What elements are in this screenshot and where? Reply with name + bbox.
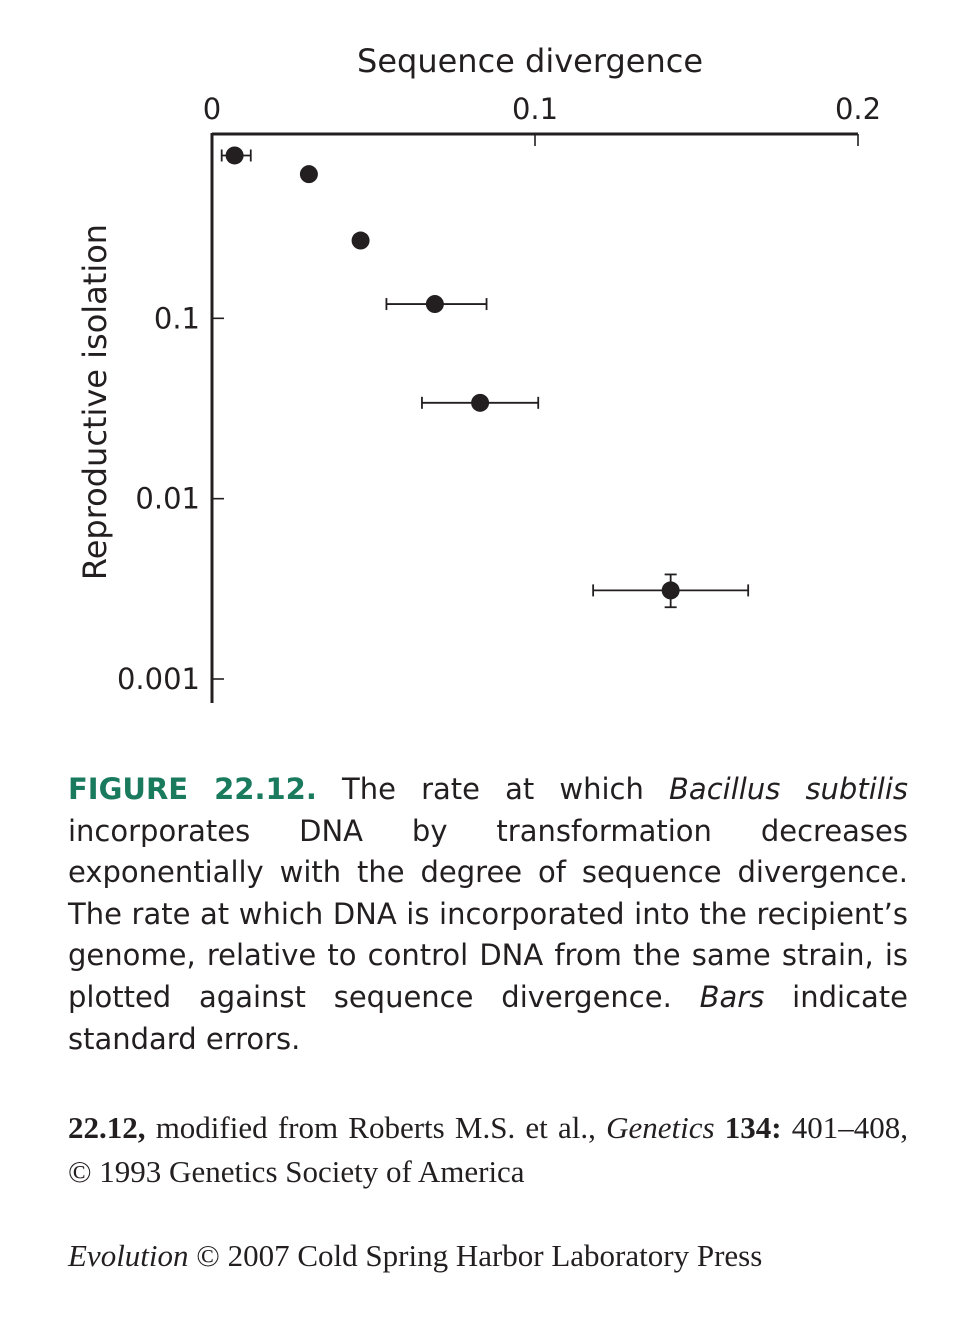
axes: [212, 133, 858, 703]
credit-figure-number: 22.12,: [68, 1110, 146, 1145]
caption-text-2: incorporates DNA by transformation decreases exponentially with the degree of sequence divergence. The rate at which DNA is incorporated into the recipient’s genome, relative to control DNA from the same strain, is plotted against sequence divergence.: [68, 813, 908, 1014]
data-point: [226, 146, 244, 164]
data-point: [662, 581, 680, 599]
figure-label: FIGURE 22.12.: [68, 772, 317, 806]
x-axis-title: Sequence divergence: [357, 42, 703, 80]
caption-italic-species: Bacillus subtilis: [669, 772, 908, 806]
credit-text-2: 401–408, © 1993 Genetics Society of America: [68, 1110, 909, 1189]
caption-italic-bars: Bars: [699, 979, 765, 1014]
data-points: [222, 146, 748, 607]
book-footer: [68, 1238, 762, 1274]
axis-ticks: [117, 92, 881, 696]
y-tick-label: 0.01: [135, 481, 200, 516]
credit-volume: 134:: [714, 1110, 782, 1145]
x-tick-label: 0.2: [834, 92, 882, 126]
x-tick-label: 0: [202, 92, 222, 126]
y-axis-title: Reproductive isolation: [76, 223, 114, 581]
footer-copyright: © 2007 Cold Spring Harbor Laboratory Press: [188, 1238, 763, 1273]
data-point: [352, 232, 370, 250]
data-point: [300, 165, 318, 183]
credit-journal: Genetics: [606, 1110, 715, 1145]
footer-book-title: Evolution: [68, 1238, 189, 1273]
y-tick-label: 0.001: [116, 662, 200, 696]
y-tick-label: 0.1: [153, 301, 200, 336]
caption-text-1: The rate at which: [316, 772, 670, 806]
credit-text-1: modified from Roberts M.S. et al.,: [145, 1110, 607, 1145]
source-credit: [68, 1106, 908, 1194]
data-point: [426, 295, 444, 313]
figure-caption: [68, 769, 908, 1060]
caption-text-3: indicate standard errors.: [68, 979, 908, 1056]
data-point: [471, 394, 489, 412]
x-tick-label: 0.1: [511, 92, 559, 126]
